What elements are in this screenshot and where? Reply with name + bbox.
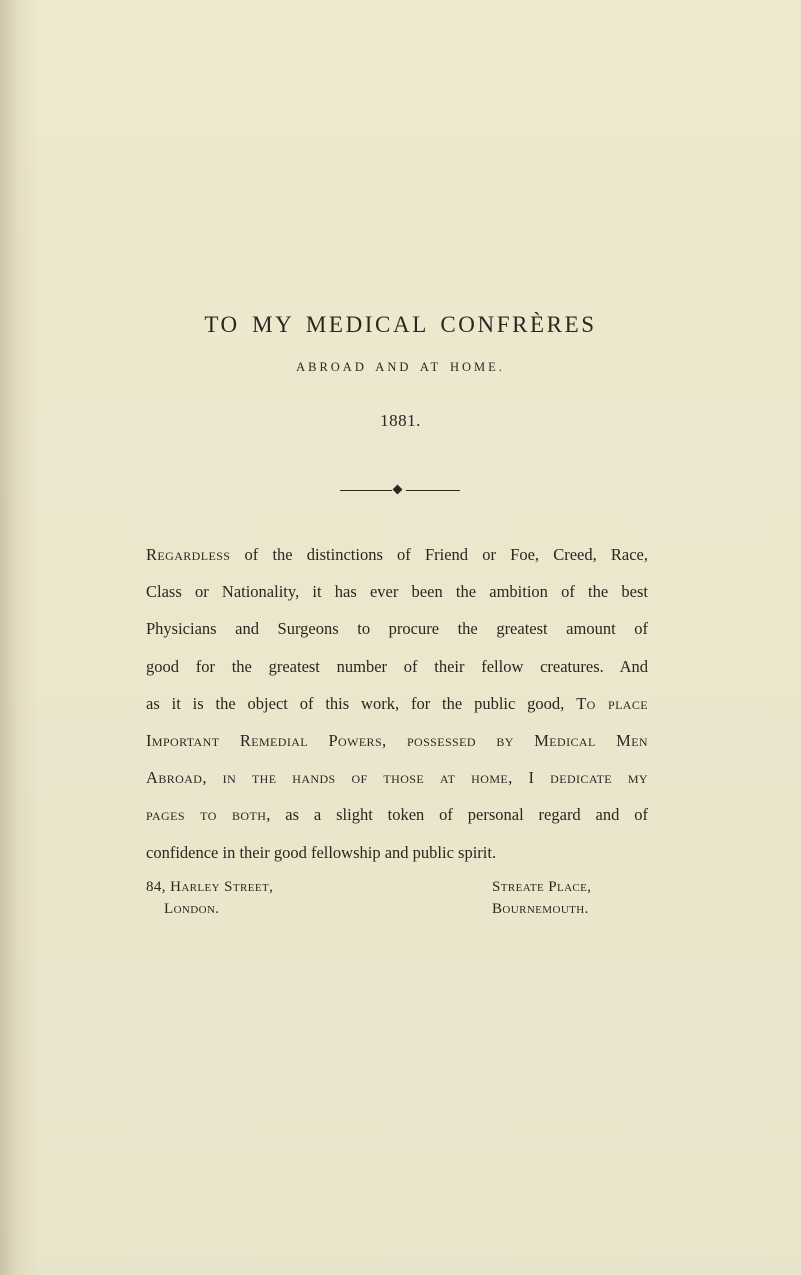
diamond-rule-icon [340,484,460,498]
paragraph-line: as it is the object of this work, for the public good, To place [146,693,649,713]
paragraph-line: good for the greatest number of their fellow creatures. And [146,656,648,676]
dedication-year: 1881. [380,411,421,430]
dedication-title: TO MY MEDICAL CONFRÈRES [204,312,597,337]
paragraph-line: pages to both, as a slight token of personal regard and of [146,805,648,825]
paragraph-line: Abroad, in the hands of those at home, I dedicate my [146,768,648,788]
address-line: London. [164,901,220,917]
paragraph-line: Regardless of the distinctions of Friend or Foe, Creed, Race, [146,545,648,564]
paragraph-line: Class or Nationality, it has ever been the ambition of the best [146,582,648,602]
paragraph-line: Important Remedial Powers, possessed by Medical Men [146,731,648,751]
ornament-rule-left [340,490,392,491]
paragraph-line: Physicians and Surgeons to procure the greatest amount of [146,619,648,639]
ornament-diamond [393,485,403,495]
address-london [146,876,273,920]
address-bournemouth [492,876,591,920]
address-line: Streate Place, [492,879,592,895]
ornament-rule-right [406,490,460,491]
drop-word: Regardless [146,545,231,564]
paragraph-line: confidence in their good fellowship and public spirit. [146,842,497,862]
dedication-paragraph [146,536,648,871]
address-line: Bournemouth. [492,901,589,917]
dedication-subtitle: ABROAD AND AT HOME. [296,360,505,374]
address-line: 84, Harley Street, [146,879,274,895]
